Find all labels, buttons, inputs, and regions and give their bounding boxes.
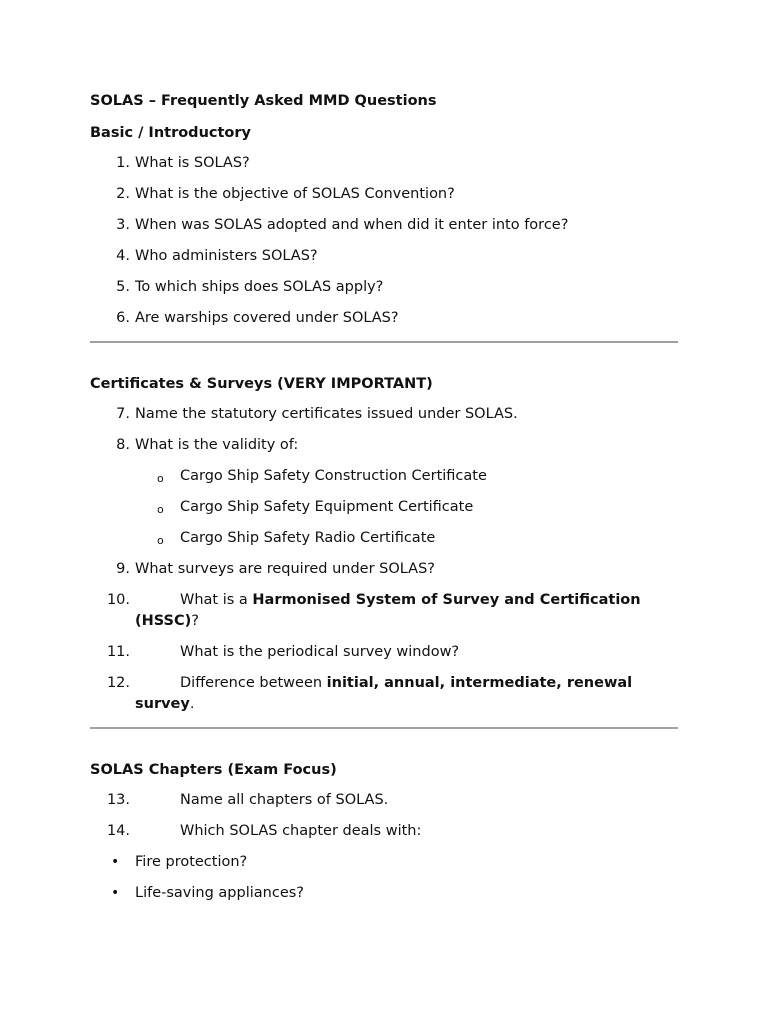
item-text: What is SOLAS? [135, 155, 250, 171]
bullet-item-text: Fire protection? [135, 854, 248, 870]
list-item [90, 642, 678, 663]
horizontal-divider [90, 727, 678, 729]
item-text: When was SOLAS adopted and when did it enter into force? [135, 217, 569, 233]
circle-bullet-icon: o [157, 472, 164, 485]
item-text: What is the objective of SOLAS Convention? [135, 186, 455, 202]
item-text-suffix: ? [191, 613, 199, 629]
list-item [90, 184, 678, 205]
item-number: 3. [116, 217, 130, 233]
item-text-bold: Harmonised System of Survey and Certification (HSSC) [135, 592, 641, 629]
item-text-prefix: What is a [180, 592, 253, 608]
item-number: 4. [116, 248, 130, 264]
bullet-item-text: Life-saving appliances? [135, 885, 304, 901]
list-item [90, 246, 678, 267]
bullet-icon: • [111, 885, 120, 901]
list-item [90, 673, 678, 715]
item-text: Which SOLAS chapter deals with: [180, 823, 422, 839]
item-number: 5. [116, 279, 130, 295]
item-number: 8. [116, 437, 130, 453]
bullet-icon: • [111, 854, 120, 870]
circle-bullet-icon: o [157, 503, 164, 516]
list-item [90, 790, 678, 811]
item-number: 7. [116, 406, 130, 422]
item-text: What is the periodical survey window? [180, 644, 460, 660]
list-item [90, 590, 678, 632]
sub-item-text: Cargo Ship Safety Equipment Certificate [180, 499, 474, 515]
item-text: Who administers SOLAS? [135, 248, 318, 264]
item-number: 2. [116, 186, 130, 202]
sub-list-item [90, 497, 678, 518]
item-number: 6. [116, 310, 130, 326]
item-text: What surveys are required under SOLAS? [135, 561, 436, 577]
item-text-suffix: . [189, 696, 195, 712]
document-title: SOLAS – Frequently Asked MMD Questions [90, 93, 437, 109]
item-text: Name all chapters of SOLAS. [180, 792, 389, 808]
list-item [90, 215, 678, 236]
item-text: Name the statutory certificates issued under SOLAS. [135, 406, 518, 422]
sub-list-item [90, 528, 678, 549]
sub-item-text: Cargo Ship Safety Construction Certificate [180, 468, 487, 484]
item-number: 1. [116, 155, 130, 171]
section-heading-basic: Basic / Introductory [90, 125, 251, 141]
item-text: Are warships covered under SOLAS? [135, 310, 399, 326]
list-item [90, 308, 678, 329]
list-item [90, 821, 678, 842]
list-item [90, 277, 678, 298]
item-text-bold: initial, annual, intermediate, renewal survey [135, 675, 633, 712]
item-number: 13. [106, 792, 130, 808]
item-number: 14. [106, 823, 130, 839]
item-text: To which ships does SOLAS apply? [135, 279, 384, 295]
list-item [90, 404, 678, 425]
sub-list-item [90, 466, 678, 487]
list-item [90, 435, 678, 456]
bullet-list-item [90, 852, 678, 873]
document-page [90, 90, 678, 914]
item-text-prefix: Difference between [180, 675, 327, 691]
circle-bullet-icon: o [157, 534, 164, 547]
list-item [90, 153, 678, 174]
section-heading-chapters: SOLAS Chapters (Exam Focus) [90, 762, 337, 778]
section-heading-certificates: Certificates & Surveys (VERY IMPORTANT) [90, 376, 433, 392]
item-text: What is the validity of: [135, 437, 299, 453]
item-number: 10. [106, 592, 130, 608]
sub-item-text: Cargo Ship Safety Radio Certificate [180, 530, 436, 546]
horizontal-divider [90, 341, 678, 343]
list-item [90, 559, 678, 580]
item-number: 11. [106, 644, 130, 660]
item-number: 12. [106, 675, 130, 691]
bullet-list-item [90, 883, 678, 904]
item-number: 9. [116, 561, 130, 577]
